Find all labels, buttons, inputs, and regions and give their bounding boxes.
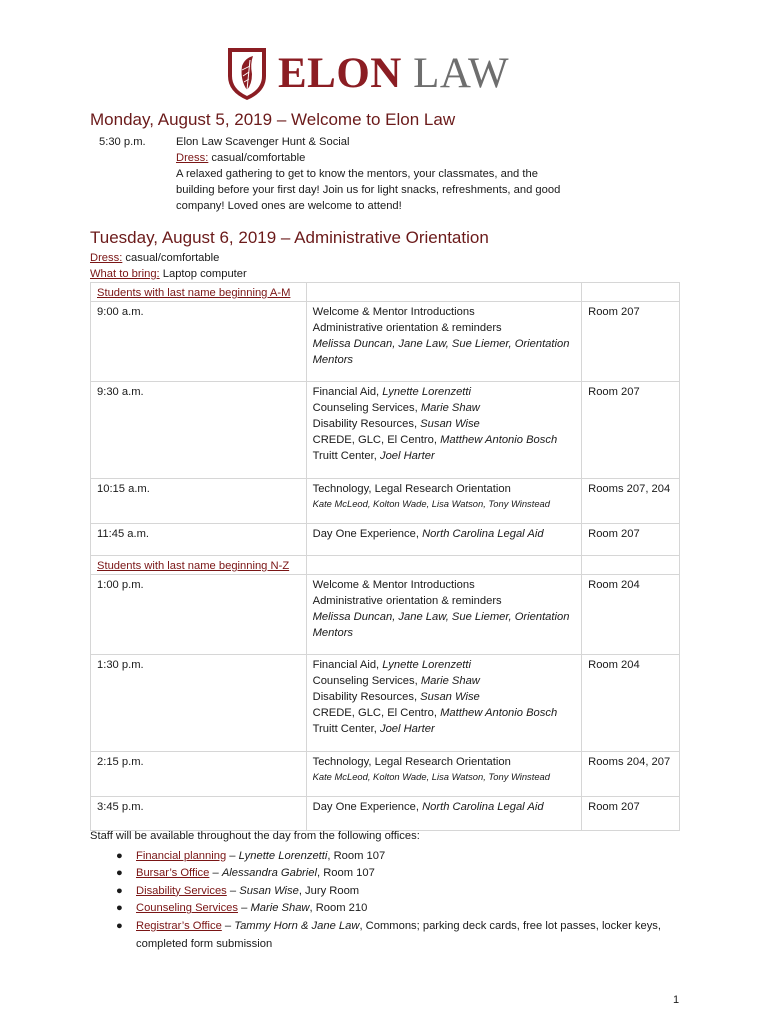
- row-activity: [306, 655, 582, 752]
- list-item: [90, 900, 690, 918]
- presenter: Susan Wise: [420, 691, 480, 703]
- office-name: Counseling Services,: [312, 402, 421, 414]
- location: , Commons; parking deck cards, free lot passes, locker keys,: [359, 919, 662, 932]
- person: Tammy Horn & Jane Law: [234, 919, 360, 932]
- dash: –: [237, 902, 251, 915]
- presenter: Marie Shaw: [420, 675, 480, 687]
- monday-dress-value: casual/comfortable: [208, 152, 306, 164]
- office-name: Truitt Center,: [312, 450, 380, 462]
- activity-line: Day One Experience,: [312, 528, 423, 540]
- group-header-row: [91, 556, 680, 575]
- office-name: CREDE, GLC, El Centro,: [312, 434, 441, 446]
- group-am-label: Students with last name beginning A-M: [91, 283, 307, 302]
- bullet-icon: ●: [116, 867, 123, 880]
- table-row: [91, 302, 680, 382]
- monday-desc-line-1: A relaxed gathering to get to know the mentors, your classmates, and the: [176, 168, 538, 180]
- row-activity: [306, 302, 582, 382]
- presenter: Susan Wise: [420, 418, 480, 430]
- table-row: [91, 797, 680, 831]
- monday-desc-line-3: company! Loved ones are welcome to attend!: [176, 200, 402, 212]
- table-row: [91, 655, 680, 752]
- activity-line: [313, 721, 576, 737]
- monday-dress-label: Dress:: [176, 152, 209, 164]
- office-name: Disability Resources,: [312, 418, 421, 430]
- location: , Jury Room: [298, 884, 360, 897]
- activity-line: [313, 689, 576, 705]
- presenter: Matthew Antonio Bosch: [440, 707, 558, 719]
- table-row: [91, 524, 680, 556]
- row-activity: [306, 479, 582, 524]
- presenters: Mentors: [312, 354, 354, 366]
- tuesday-info: [90, 250, 247, 282]
- monday-heading: Monday, August 5, 2019 – Welcome to Elon Law: [90, 110, 456, 129]
- group-nz-label: Students with last name beginning N-Z: [91, 556, 307, 575]
- activity-line: Welcome & Mentor Introductions: [312, 306, 475, 318]
- office-name: Disability Services: [136, 884, 227, 897]
- presenters: Kate McLeod, Kolton Wade, Lisa Watson, Tony Winstead: [312, 498, 550, 509]
- monday-desc-line-2: building before your first day! Join us for light snacks, refreshments, and good: [176, 184, 561, 196]
- row-activity: [306, 524, 582, 556]
- elon-law-logo: [226, 46, 566, 102]
- office-name: Financial Aid,: [312, 659, 383, 671]
- activity-line: [313, 705, 576, 721]
- tuesday-bring-value: Laptop computer: [159, 268, 247, 280]
- group-header-row: [91, 283, 680, 302]
- presenters: Melissa Duncan, Jane Law, Sue Liemer, Orientation: [312, 338, 570, 350]
- shield-icon: [226, 46, 268, 102]
- activity-line: [313, 657, 576, 673]
- schedule-table: [90, 282, 680, 831]
- office-name: Financial planning: [136, 849, 227, 862]
- logo-brand: ELON: [278, 50, 402, 97]
- row-time: 3:45 p.m.: [91, 797, 307, 831]
- activity-line: [313, 416, 576, 432]
- row-room: Room 207: [582, 524, 680, 556]
- person: Alessandra Gabriel: [221, 867, 317, 880]
- monday-time: 5:30 p.m.: [99, 136, 146, 148]
- row-activity: [306, 797, 582, 831]
- row-room: Rooms 204, 207: [582, 752, 680, 797]
- dash: –: [226, 884, 240, 897]
- row-activity: [306, 575, 582, 655]
- dash: –: [221, 919, 235, 932]
- office-name: Truitt Center,: [312, 723, 380, 735]
- row-time: 2:15 p.m.: [91, 752, 307, 797]
- person: Lynette Lorenzetti: [238, 849, 328, 862]
- presenter: North Carolina Legal Aid: [422, 528, 544, 540]
- activity-line: Day One Experience,: [312, 801, 423, 813]
- presenters: Kate McLeod, Kolton Wade, Lisa Watson, Tony Winstead: [312, 771, 550, 782]
- office-name: Financial Aid,: [312, 386, 383, 398]
- row-room: Rooms 207, 204: [582, 479, 680, 524]
- bullet-icon: ●: [116, 919, 123, 932]
- activity-line: Technology, Legal Research Orientation: [312, 483, 511, 495]
- activity-line: Technology, Legal Research Orientation: [312, 756, 511, 768]
- activity-line: Administrative orientation & reminders: [312, 595, 502, 607]
- presenter: Joel Harter: [379, 723, 435, 735]
- page-number: 1: [673, 994, 680, 1006]
- location: , Room 107: [327, 849, 386, 862]
- logo-suffix: LAW: [413, 50, 510, 97]
- staff-list: [90, 848, 690, 954]
- dash: –: [226, 849, 239, 862]
- row-time: 11:45 a.m.: [91, 524, 307, 556]
- activity-line: [313, 432, 576, 448]
- presenter: Marie Shaw: [420, 402, 480, 414]
- row-room: Room 204: [582, 655, 680, 752]
- dash: –: [209, 867, 222, 880]
- presenters: Melissa Duncan, Jane Law, Sue Liemer, Orientation: [312, 611, 570, 623]
- activity-line: [313, 400, 576, 416]
- staff-section: [90, 828, 690, 953]
- row-time: 1:30 p.m.: [91, 655, 307, 752]
- monday-event-title: Elon Law Scavenger Hunt & Social: [176, 136, 350, 148]
- office-name: Counseling Services: [136, 902, 238, 915]
- presenter: Joel Harter: [379, 450, 435, 462]
- bullet-icon: ●: [116, 849, 123, 862]
- row-time: 9:00 a.m.: [91, 302, 307, 382]
- list-item: [90, 918, 690, 953]
- row-room: Room 204: [582, 575, 680, 655]
- row-activity: [306, 382, 582, 479]
- tuesday-dress-value: casual/comfortable: [122, 252, 220, 264]
- row-activity: [306, 752, 582, 797]
- table-row: [91, 479, 680, 524]
- tuesday-heading: Tuesday, August 6, 2019 – Administrative Orientation: [90, 228, 489, 247]
- presenter: North Carolina Legal Aid: [422, 801, 544, 813]
- monday-description: [176, 134, 596, 214]
- presenter: Lynette Lorenzetti: [382, 659, 472, 671]
- person: Marie Shaw: [250, 902, 310, 915]
- list-item: [90, 848, 690, 866]
- office-name: Counseling Services,: [312, 675, 421, 687]
- row-room: Room 207: [582, 797, 680, 831]
- presenters: Mentors: [312, 627, 354, 639]
- list-item: [90, 883, 690, 901]
- activity-line: [313, 384, 576, 400]
- row-room: Room 207: [582, 302, 680, 382]
- table-row: [91, 575, 680, 655]
- tuesday-dress-label: Dress:: [90, 252, 123, 264]
- table-row: [91, 752, 680, 797]
- office-name: Registrar’s Office: [136, 919, 222, 932]
- location: , Room 107: [316, 867, 375, 880]
- office-name: CREDE, GLC, El Centro,: [312, 707, 441, 719]
- office-name: Disability Resources,: [312, 691, 421, 703]
- location: , Room 210: [309, 902, 368, 915]
- list-item: [90, 865, 690, 883]
- person: Susan Wise: [239, 884, 299, 897]
- table-row: [91, 382, 680, 479]
- row-room: Room 207: [582, 382, 680, 479]
- tuesday-bring: [90, 266, 247, 282]
- bullet-icon: ●: [116, 884, 123, 897]
- activity-line: Administrative orientation & reminders: [312, 322, 502, 334]
- staff-intro: Staff will be available throughout the day from the following offices:: [90, 830, 420, 842]
- presenter: Matthew Antonio Bosch: [440, 434, 558, 446]
- activity-line: Welcome & Mentor Introductions: [312, 579, 475, 591]
- presenter: Lynette Lorenzetti: [382, 386, 472, 398]
- tuesday-dress: [90, 250, 247, 266]
- row-time: 10:15 a.m.: [91, 479, 307, 524]
- activity-line: [313, 448, 576, 464]
- office-name: Bursar’s Office: [136, 867, 210, 880]
- tuesday-bring-label: What to bring:: [90, 268, 160, 280]
- row-time: 9:30 a.m.: [91, 382, 307, 479]
- location-continued: completed form submission: [136, 937, 273, 950]
- activity-line: [313, 673, 576, 689]
- monday-dress: [176, 150, 596, 166]
- row-time: 1:00 p.m.: [91, 575, 307, 655]
- logo-wordmark: [278, 46, 509, 102]
- bullet-icon: ●: [116, 902, 123, 915]
